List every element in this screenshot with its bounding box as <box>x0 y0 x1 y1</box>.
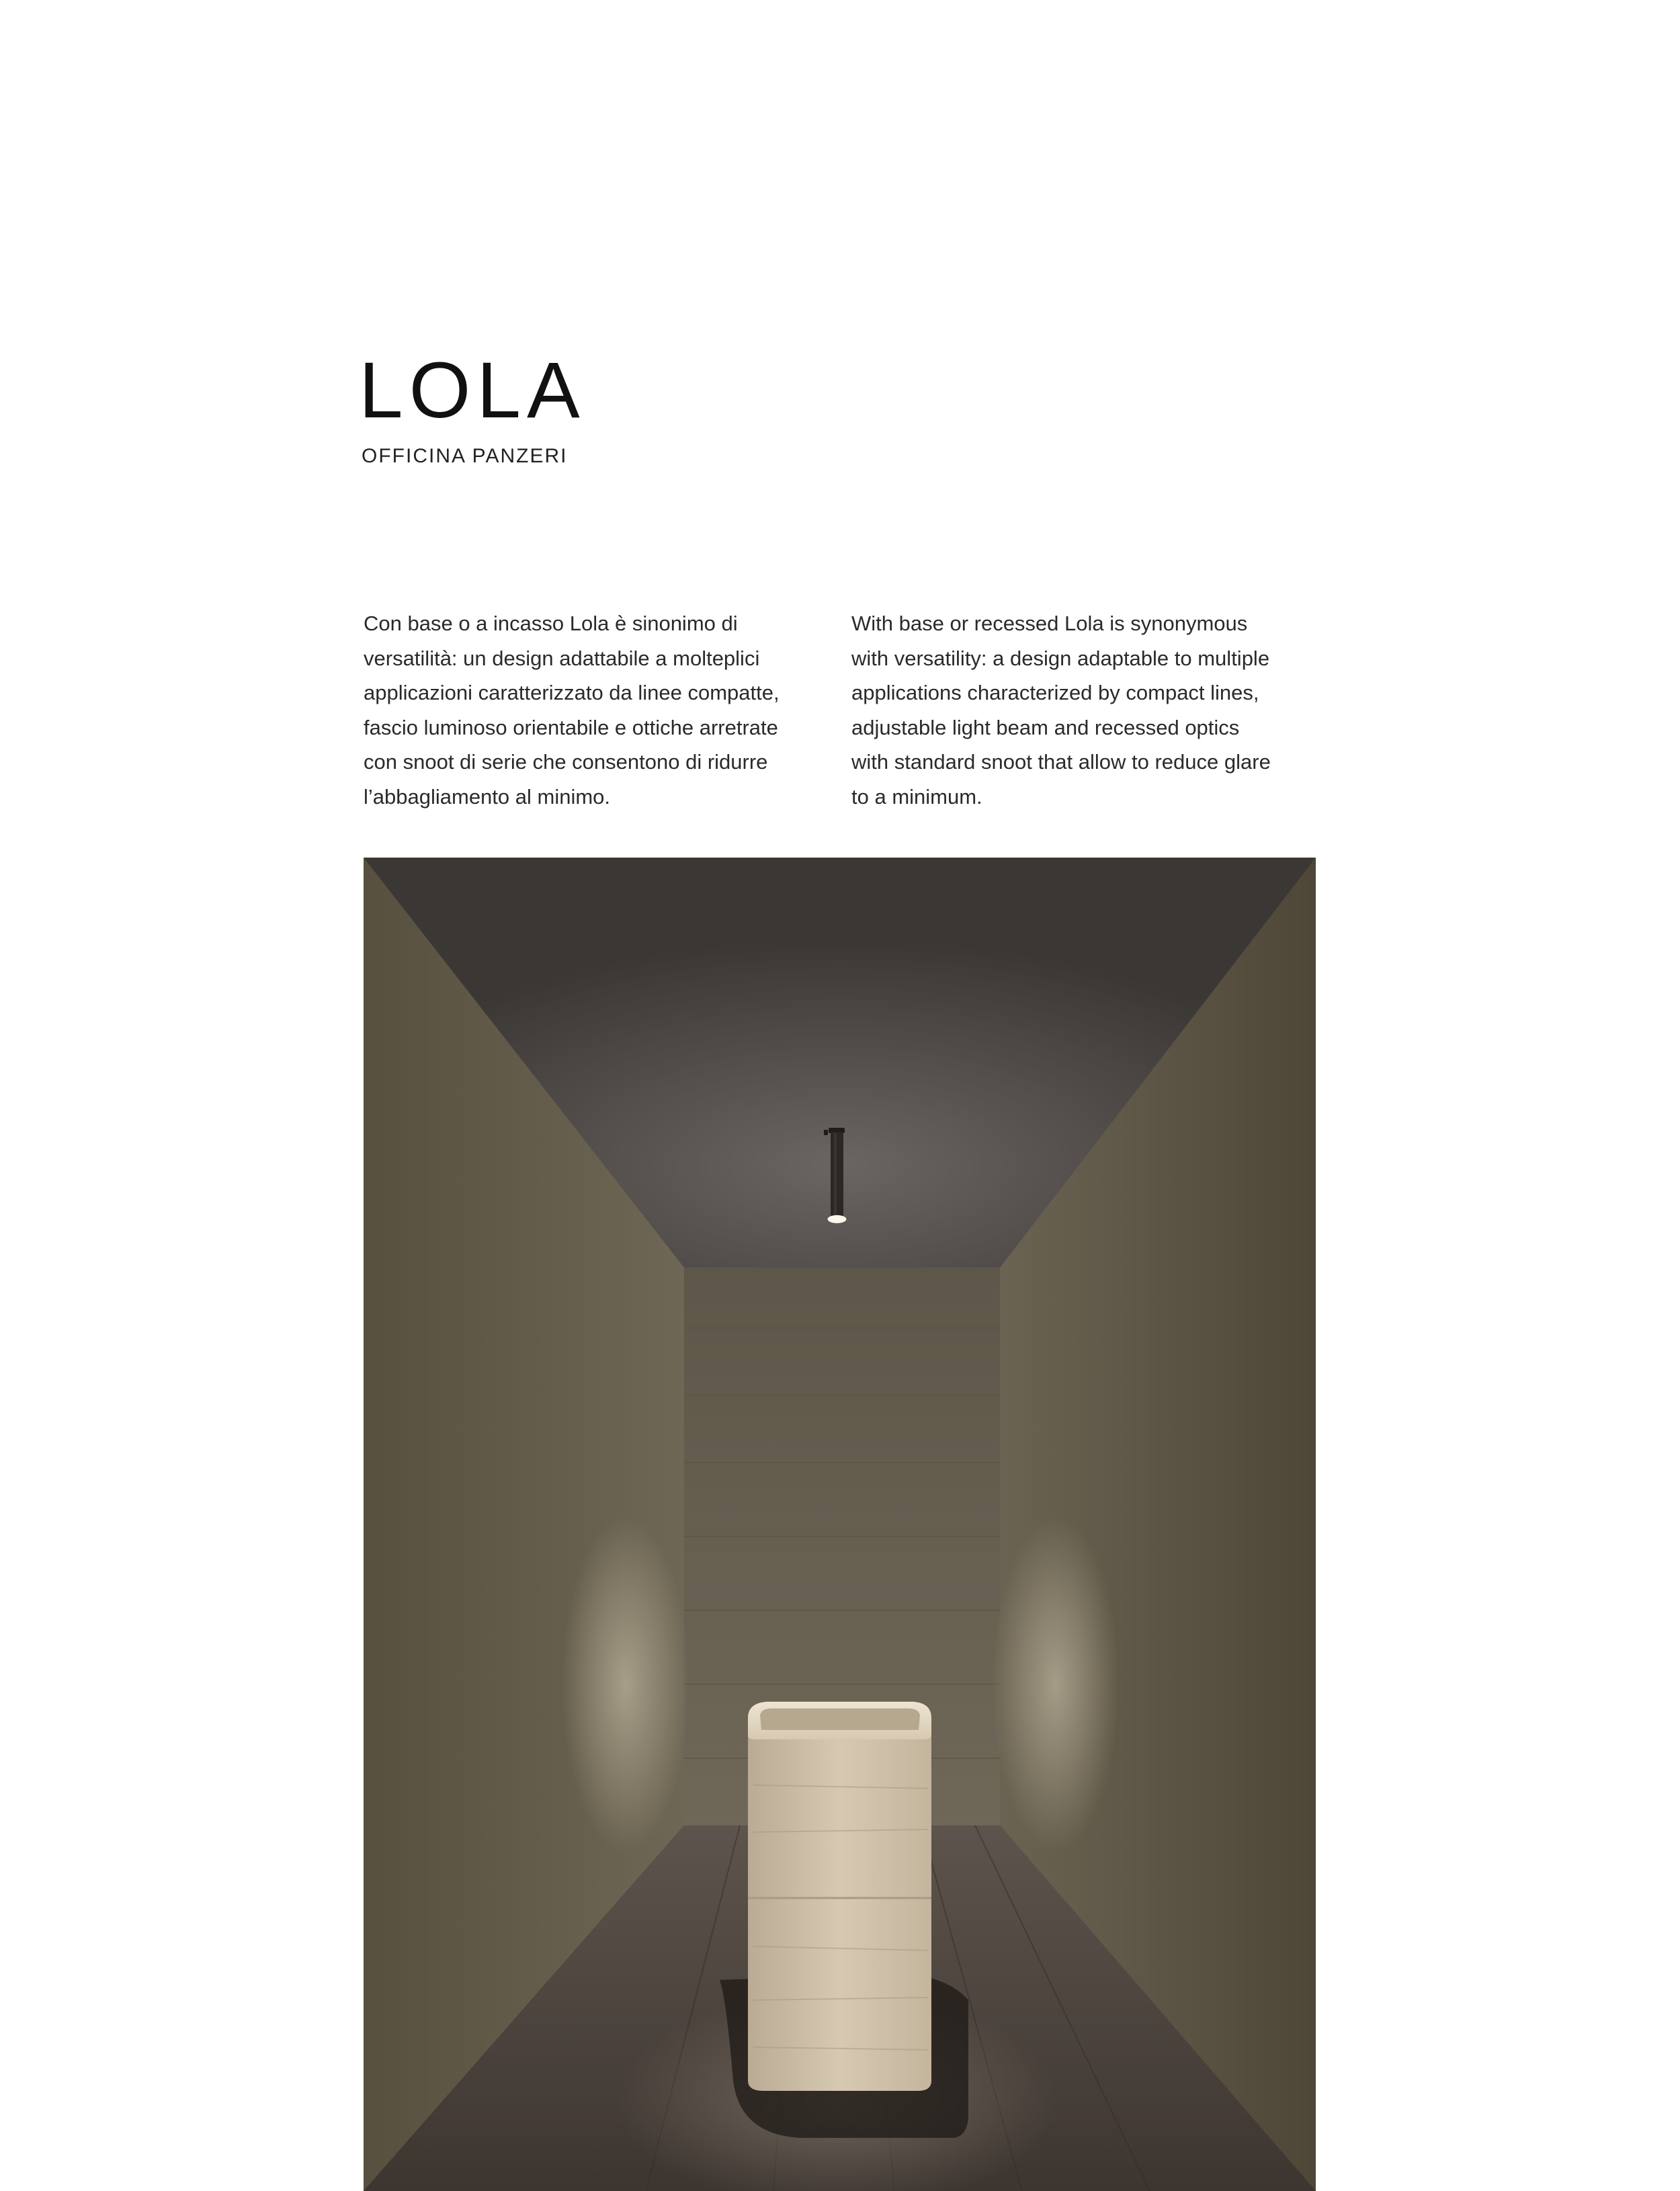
product-title: LOLA <box>359 346 586 435</box>
english-line: With base or recessed Lola is synonymous <box>851 612 1248 635</box>
italian-description <box>364 606 841 814</box>
right-wall-light <box>992 1516 1120 1852</box>
left-wall-light <box>562 1516 689 1852</box>
italian-line: applicazioni caratterizzato da linee compatte, <box>364 681 780 704</box>
italian-line: Con base o a incasso Lola è sinonimo di <box>364 612 738 635</box>
english-line: to a minimum. <box>851 784 982 809</box>
english-line: with versatility: a design adaptable to multiple <box>851 646 1270 670</box>
italian-line: l’abbagliamento al minimo. <box>364 784 611 809</box>
english-line: with standard snoot that allow to reduce glare <box>851 750 1271 774</box>
brand-name: OFFICINA PANZERI <box>362 445 568 467</box>
italian-line: versatilità: un design adattabile a molteplici <box>364 646 760 670</box>
italian-line: fascio luminoso orientabile e ottiche arretrate <box>364 715 778 739</box>
italian-line: con snoot di serie che consentono di ridurre <box>364 750 768 774</box>
english-line: adjustable light beam and recessed optics <box>851 715 1240 739</box>
stone-washbasin <box>748 1702 931 2091</box>
product-photo <box>364 858 1316 2191</box>
english-description <box>851 606 1329 814</box>
english-line: applications characterized by compact lines, <box>851 681 1259 704</box>
bathroom-scene-illustration <box>364 858 1316 2191</box>
